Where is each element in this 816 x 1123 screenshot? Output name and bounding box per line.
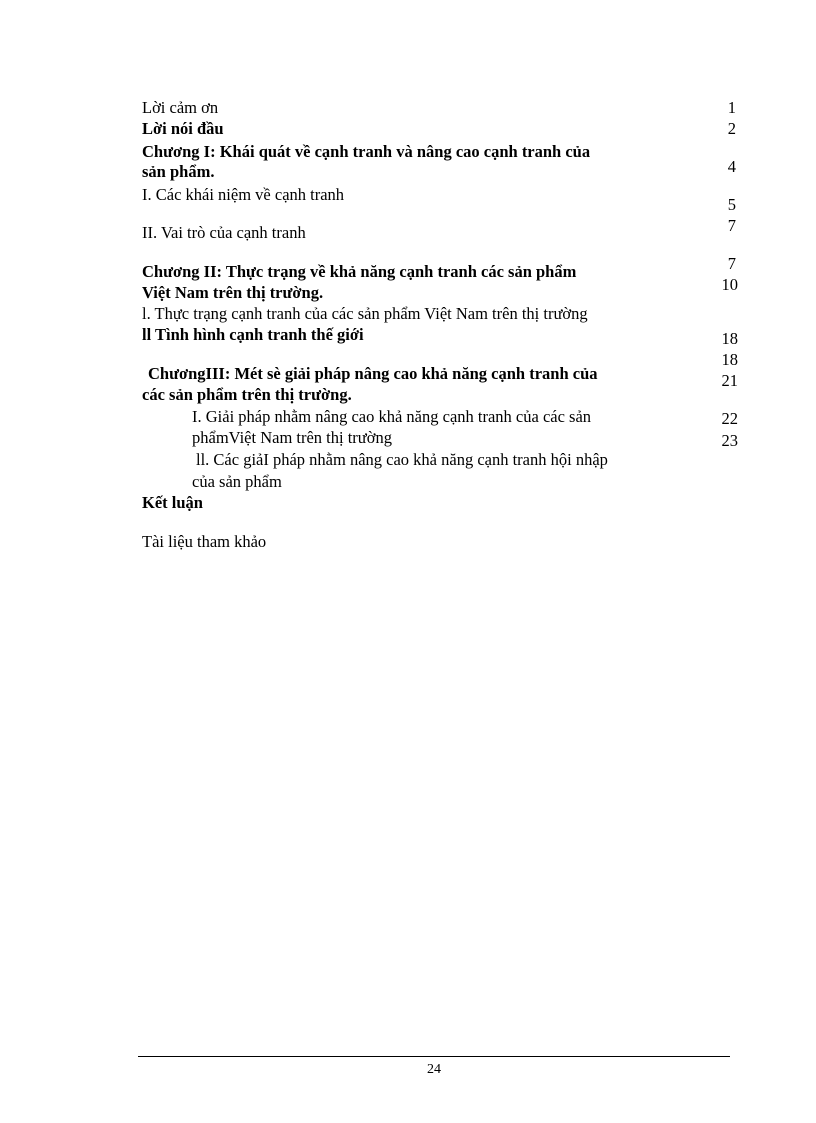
toc-section-1-1: I. Các khái niệm về cạnh tranh: [142, 185, 345, 204]
toc-chapter-1-title-cont: sản phẩm.: [142, 162, 215, 181]
toc-page-number: 21: [721, 371, 738, 390]
toc-section-3-2-cont: của sản phẩm: [192, 472, 282, 491]
toc-page-number: 4: [727, 157, 736, 176]
toc-section-1-2: II. Vai trò của cạnh tranh: [142, 223, 306, 242]
toc-entry-ket-luan: Kết luận: [142, 493, 203, 512]
toc-section-3-1-cont: phẩmViệt Nam trên thị trường: [192, 428, 392, 447]
toc-page-number: 23: [721, 431, 738, 450]
toc-chapter-3-title: ChươngIII: Mét sè giải pháp nâng cao khả năng cạnh tranh của: [148, 364, 598, 383]
toc-page-number: 22: [721, 409, 738, 428]
toc-section-2-2: ll Tình hình cạnh tranh thế giới: [142, 325, 364, 344]
toc-chapter-1-title: Chương I: Khái quát về cạnh tranh và nâng cao cạnh tranh của: [142, 142, 591, 161]
toc-chapter-2-title: Chương II: Thực trạng về khả năng cạnh tranh các sản phẩm: [142, 262, 577, 281]
toc-entry-loi-cam-on: Lời cảm ơn: [142, 98, 219, 117]
footer-page-number: 24: [427, 1062, 441, 1077]
toc-section-3-1: I. Giải pháp nhằm nâng cao khả năng cạnh tranh của các sản: [192, 407, 592, 426]
toc-chapter-3-title-cont: các sản phẩm trên thị trường.: [142, 385, 352, 404]
toc-section-3-2: ll. Các giảI pháp nhằm nâng cao khả năng cạnh tranh hội nhập: [196, 450, 608, 469]
toc-page-number: 7: [727, 254, 736, 273]
footer-divider: [138, 1056, 730, 1057]
toc-page-number: 18: [721, 350, 738, 369]
toc-section-2-1: l. Thực trạng cạnh tranh của các sản phẩm Việt Nam trên thị trường: [142, 304, 588, 323]
toc-entry-loi-noi-dau: Lời nói đầu: [142, 119, 224, 138]
toc-page-number: 2: [727, 119, 736, 138]
toc-page-number: 10: [721, 275, 738, 294]
toc-page-number: 1: [727, 98, 736, 117]
toc-chapter-2-title-cont: Việt Nam trên thị trường.: [142, 283, 324, 302]
toc-entry-tai-lieu: Tài liệu tham khảo: [142, 532, 267, 551]
toc-page-number: 7: [727, 216, 736, 235]
toc-page-number: 18: [721, 329, 738, 348]
toc-page-number: 5: [727, 195, 736, 214]
